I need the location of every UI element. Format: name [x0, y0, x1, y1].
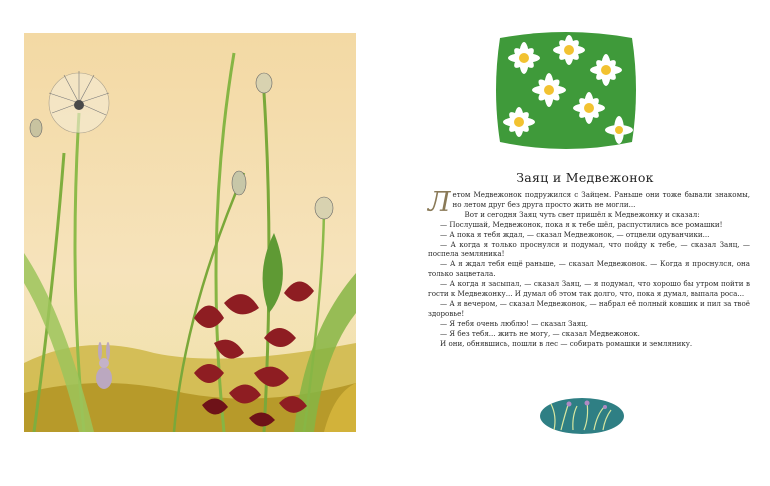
drop-cap: Л	[428, 187, 451, 218]
story-text	[428, 187, 750, 349]
paragraph: — А пока я тебя ждал, — сказал Медвежонок, — отцвели одуванчики...	[440, 229, 710, 239]
paragraph: — А я ждал тебя ещё раньше, — сказал Медвежонок. — Когда я проснулся, она только зацветала.	[428, 259, 750, 279]
paragraph: — Я тебя очень люблю! — сказал Заяц.	[440, 318, 588, 328]
paragraph: — Послушай, Медвежонок, пока я к тебе шёл, распустились все ромашки!	[440, 219, 723, 229]
paragraph: етом Медвежонок подружился с Зайцем. Раньше они тоже бывали знакомы, но летом друг без друга просто жить не могли...	[452, 190, 750, 209]
paragraph: — Я без тебя... жить не могу, — сказал Медвежонок.	[440, 328, 640, 338]
paragraph: — А когда я засыпал, — сказал Заяц, — я подумал, что хорошо бы утром пойти в гости к Медвежонку... И думал об этом так долго, что, пока я думал, выпала роса...	[428, 279, 750, 299]
story-title: Заяц и Медвежонок	[516, 170, 654, 185]
paragraph: — А когда я только проснулся и подумал, что пойду к тебе, — сказал Заяц, — поспела земляника!	[428, 239, 750, 259]
grass-vignette	[539, 396, 625, 436]
dandelion-hare-illustration	[24, 33, 356, 432]
paragraph: И они, обнявшись, пошли в лес — собирать ромашки и землянику.	[440, 338, 693, 348]
daisy-vignette	[494, 30, 638, 152]
paragraph: Вот и сегодня Заяц чуть свет пришёл к Медвежонку и сказал:	[464, 209, 700, 219]
paragraph: — А я вечером, — сказал Медвежонок, — набрал её полный ковшик и пил за твоё здоровье!	[428, 298, 750, 318]
